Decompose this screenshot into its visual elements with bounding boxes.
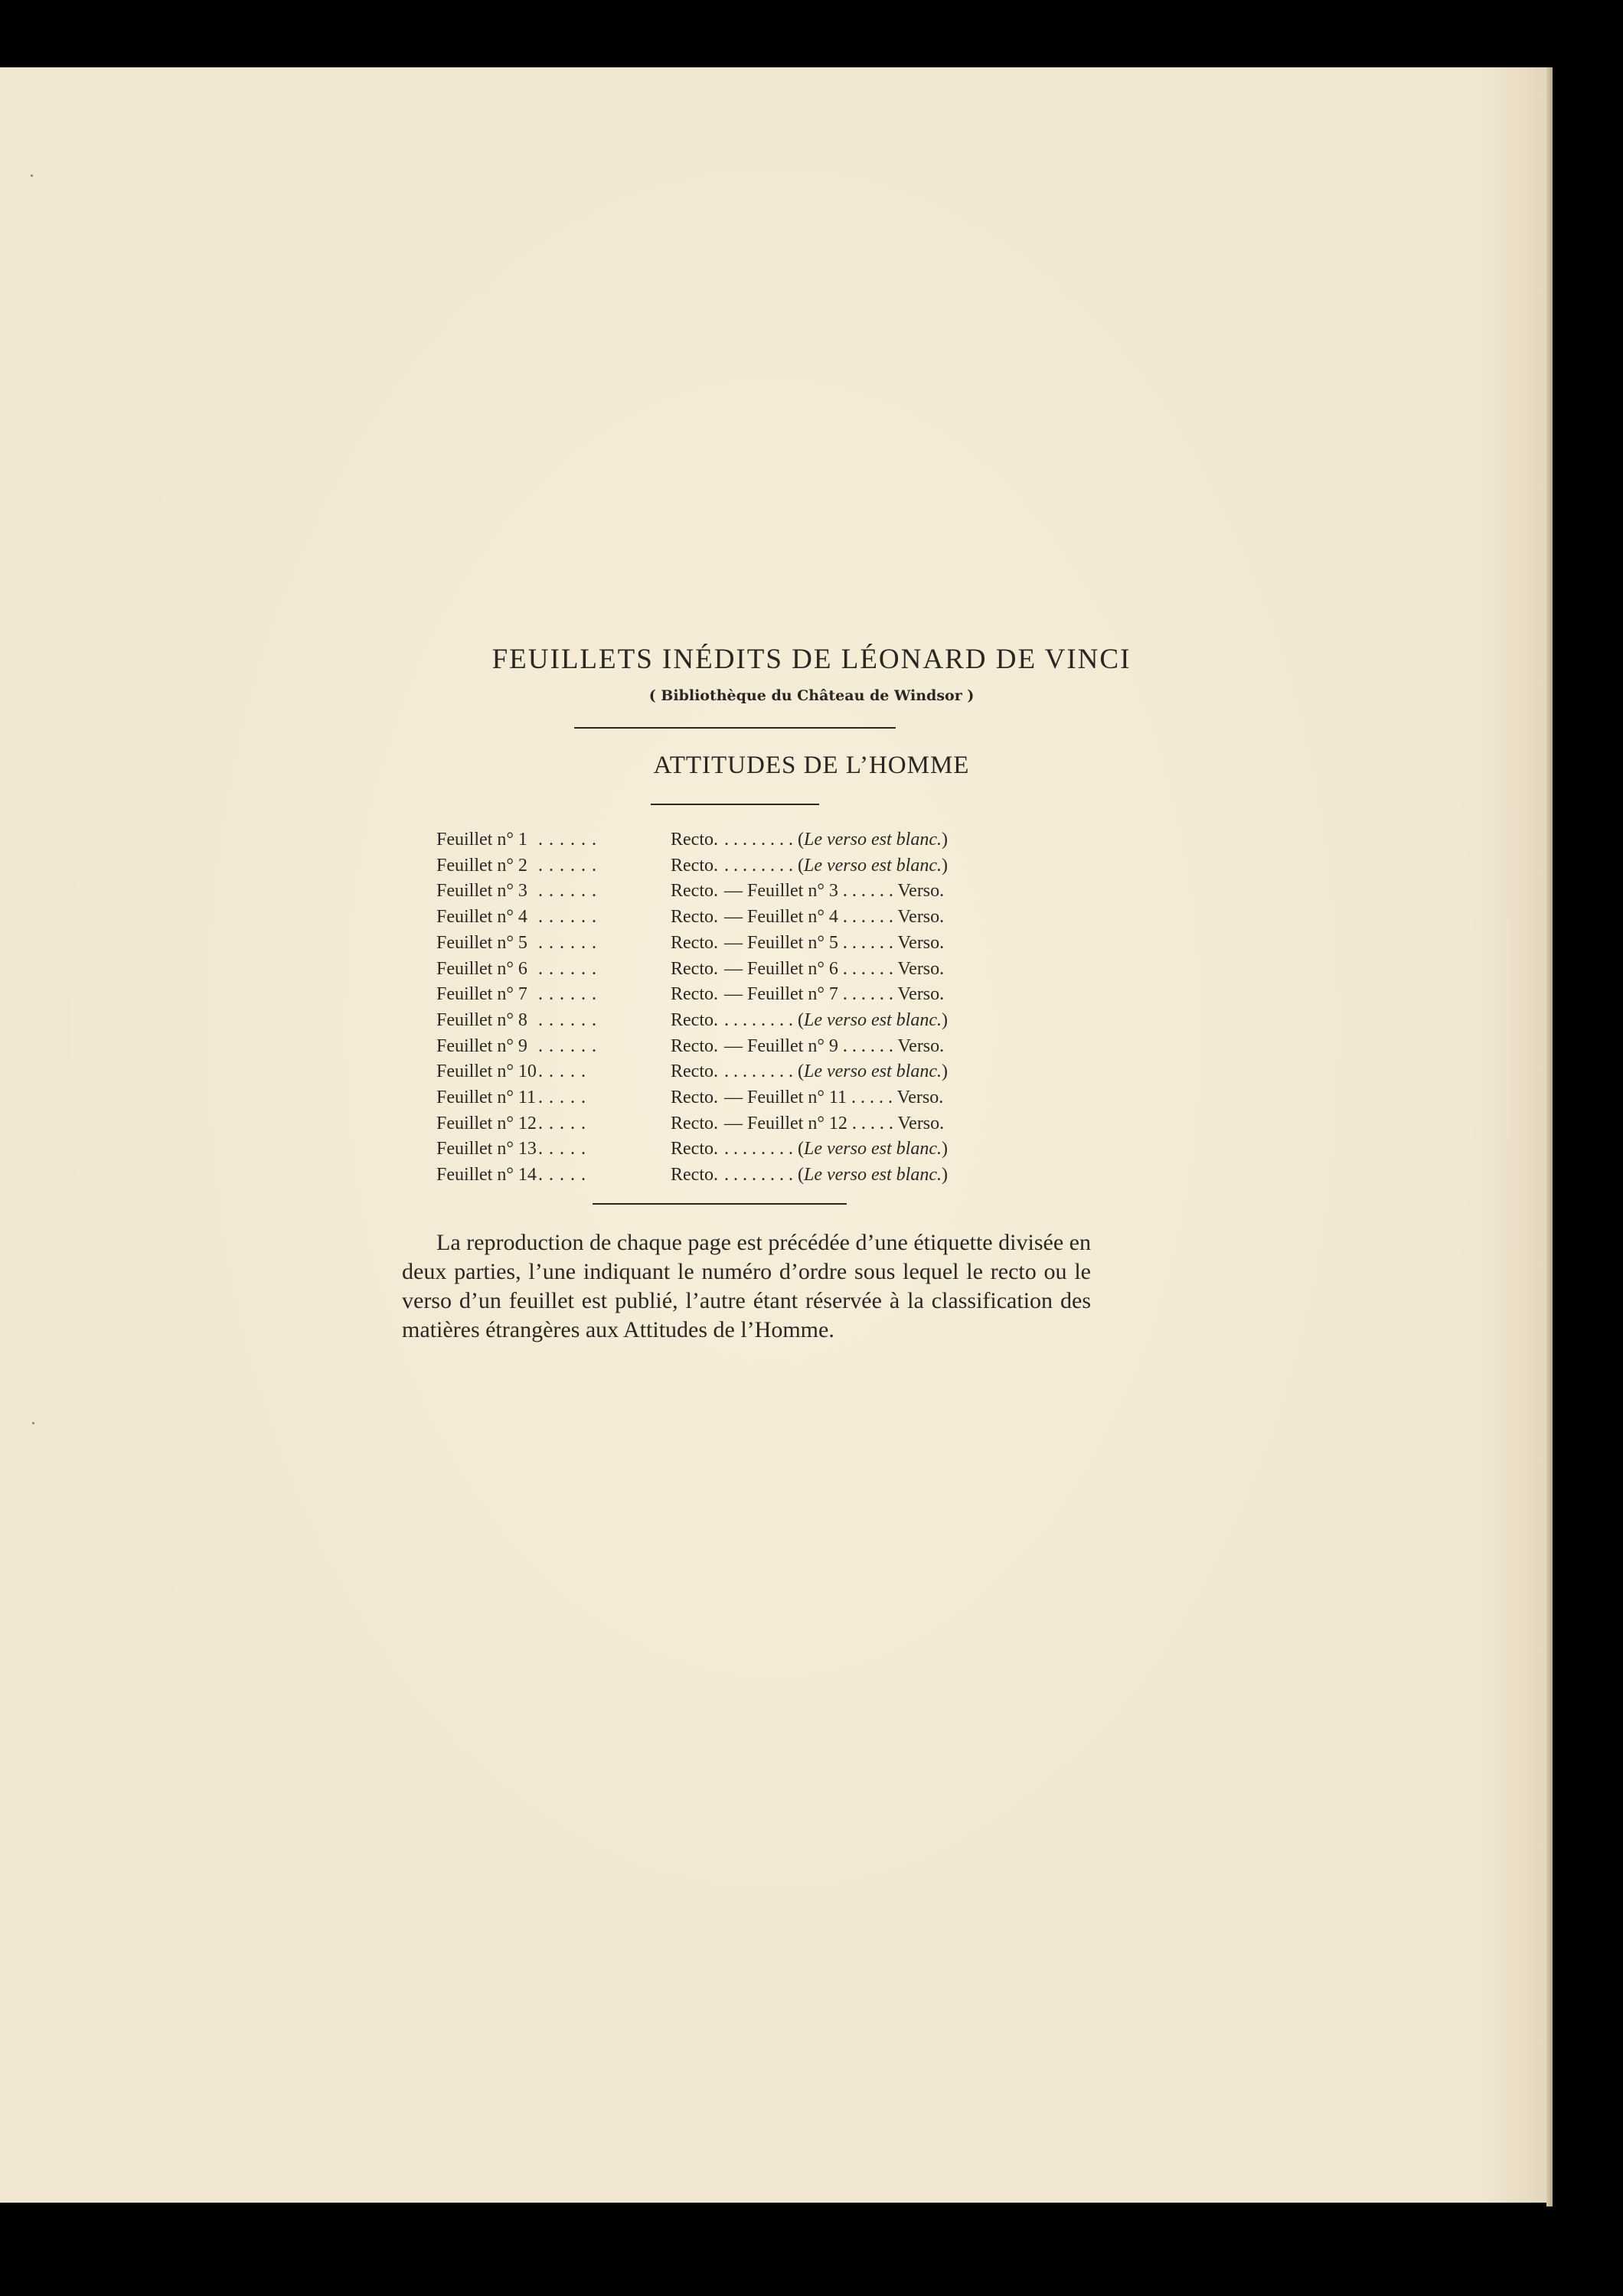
blank-verso-note: Le verso est blanc. — [804, 830, 942, 850]
sheet-detail — [724, 881, 944, 902]
recto-label: Recto. — [671, 1009, 718, 1030]
sheet-detail-text: . . . . . . . . ( — [724, 1165, 804, 1186]
sheet-detail-text: — Feuillet n° 3 . . . . . . Verso. — [724, 881, 945, 902]
closing-paren: ) — [941, 1139, 948, 1159]
sheet-detail — [724, 830, 948, 850]
recto-label: Recto. — [671, 984, 718, 1005]
leader-dots: . . . . . — [538, 1113, 586, 1133]
section-heading: ATTITUDES DE L’HOMME — [653, 752, 970, 779]
sheet-detail — [724, 1062, 948, 1082]
sheet-label: Feuillet n° 3 — [436, 881, 527, 902]
sheet-label: Feuillet n° 10 — [436, 1062, 537, 1082]
page-edge — [1546, 67, 1553, 2206]
sheet-detail-text: — Feuillet n° 11 . . . . . Verso. — [724, 1088, 944, 1107]
blank-verso-note: Le verso est blanc. — [804, 1139, 942, 1159]
blank-verso-note: Le verso est blanc. — [804, 1062, 942, 1082]
recto-label: Recto. — [671, 1035, 718, 1056]
recto-label: Recto. — [671, 1062, 718, 1082]
leader-dots: . . . . . — [538, 1088, 586, 1107]
sheet-detail-text: — Feuillet n° 6 . . . . . . Verso. — [724, 958, 945, 979]
recto-label: Recto. — [671, 830, 718, 850]
book-page — [0, 67, 1546, 2203]
leader-dots: . . . . . . — [538, 830, 597, 850]
recto-label: Recto. — [671, 907, 718, 928]
sheet-detail-text: — Feuillet n° 5 . . . . . . Verso. — [724, 932, 945, 953]
sheet-detail — [724, 1114, 944, 1134]
sheet-label: Feuillet n° 14 — [436, 1165, 537, 1186]
sheet-detail — [724, 907, 944, 928]
leader-dots: . . . . . . — [538, 907, 597, 928]
sheet-detail-text: . . . . . . . . ( — [724, 830, 804, 850]
sheet-label: Feuillet n° 7 — [436, 984, 527, 1005]
leader-dots: . . . . . . — [538, 855, 597, 876]
page-title: FEUILLETS INÉDITS DE LÉONARD DE VINCI — [491, 644, 1132, 675]
leader-dots: . . . . . — [538, 1165, 586, 1186]
sheet-label: Feuillet n° 9 — [436, 1035, 527, 1056]
sheet-detail — [724, 856, 948, 876]
sheet-label: Feuillet n° 6 — [436, 958, 527, 979]
sheet-detail-text: — Feuillet n° 12 . . . . . Verso. — [724, 1113, 945, 1133]
leader-dots: . . . . . . — [538, 1035, 597, 1056]
sheet-detail — [724, 984, 944, 1005]
recto-label: Recto. — [671, 1113, 718, 1133]
paper-speck — [31, 174, 33, 177]
sheet-label: Feuillet n° 5 — [436, 932, 527, 953]
recto-label: Recto. — [671, 958, 718, 979]
blank-verso-note: Le verso est blanc. — [804, 1165, 942, 1186]
sheet-detail — [724, 1010, 948, 1031]
sheet-label: Feuillet n° 11 — [436, 1088, 537, 1107]
recto-label: Recto. — [671, 855, 718, 876]
paper-speck — [32, 1422, 34, 1424]
sheet-detail-text: — Feuillet n° 4 . . . . . . Verso. — [724, 907, 945, 928]
sheet-detail-text: . . . . . . . . ( — [724, 1009, 804, 1030]
sheet-detail — [724, 1165, 948, 1186]
leader-dots: . . . . . . — [538, 932, 597, 953]
sheet-detail-text: — Feuillet n° 9 . . . . . . Verso. — [724, 1035, 945, 1056]
leader-dots: . . . . . — [538, 1062, 586, 1082]
sheet-label: Feuillet n° 4 — [436, 907, 527, 928]
blank-verso-note: Le verso est blanc. — [804, 1009, 942, 1030]
leader-dots: . . . . . . — [538, 1009, 597, 1030]
divider-rule — [574, 727, 896, 729]
closing-paren: ) — [941, 1009, 948, 1030]
divider-rule — [651, 804, 819, 805]
sheet-detail — [724, 959, 944, 980]
sheet-label: Feuillet n° 13 — [436, 1139, 537, 1159]
sheet-detail-text: . . . . . . . . ( — [724, 855, 804, 876]
recto-label: Recto. — [671, 881, 718, 902]
sheet-detail-text: . . . . . . . . ( — [724, 1139, 804, 1159]
leader-dots: . . . . . — [538, 1139, 586, 1159]
closing-paren: ) — [941, 1165, 948, 1186]
leader-dots: . . . . . . — [538, 958, 597, 979]
leader-dots: . . . . . . — [538, 984, 597, 1005]
sheet-label: Feuillet n° 8 — [436, 1009, 527, 1030]
sheet-label: Feuillet n° 1 — [436, 830, 527, 850]
closing-paren: ) — [941, 1062, 948, 1082]
sheet-detail — [724, 1088, 943, 1108]
divider-rule — [593, 1203, 847, 1205]
sheet-detail — [724, 933, 944, 954]
recto-label: Recto. — [671, 932, 718, 953]
sheet-detail — [724, 1036, 944, 1057]
blank-verso-note: Le verso est blanc. — [804, 855, 942, 876]
sheet-detail-text: . . . . . . . . ( — [724, 1062, 804, 1082]
page-subtitle: ( Bibliothèque du Château de Windsor ) — [648, 687, 975, 704]
closing-paren: ) — [941, 830, 948, 850]
closing-paren: ) — [941, 855, 948, 876]
recto-label: Recto. — [671, 1165, 718, 1186]
recto-label: Recto. — [671, 1088, 718, 1107]
sheet-label: Feuillet n° 12 — [436, 1113, 537, 1133]
recto-label: Recto. — [671, 1139, 718, 1159]
sheet-label: Feuillet n° 2 — [436, 855, 527, 876]
sheet-detail — [724, 1139, 948, 1159]
sheet-detail-text: — Feuillet n° 7 . . . . . . Verso. — [724, 984, 945, 1005]
explanatory-paragraph: La reproduction de chaque page est précédée d’une étiquette divisée en deux parties, l’une indiquant le numéro d’ordre sous lequel le recto ou le verso d’un feuillet est publié, l’autre étant réservée à la classification des matières étrangères aux Attitudes de l’Homme. — [402, 1230, 1091, 1342]
leader-dots: . . . . . . — [538, 881, 597, 902]
